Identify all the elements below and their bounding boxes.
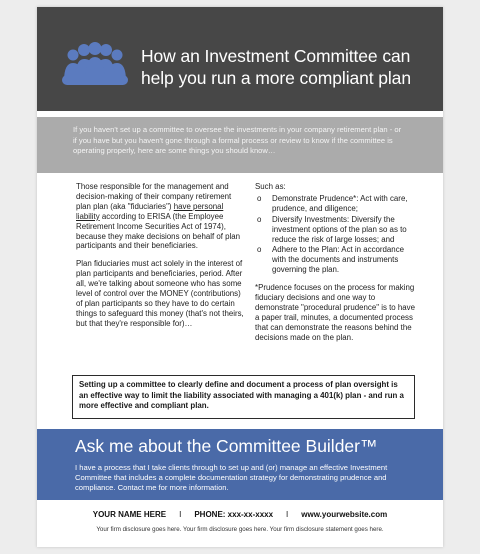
ask-title: Ask me about the Committee Builder™ [75, 436, 378, 456]
separator: I [179, 510, 182, 519]
phone-number: PHONE: xxx-xx-xxxx [194, 510, 274, 519]
flyer-page [37, 7, 443, 547]
contact-line [37, 510, 443, 519]
website-link[interactable]: www.yourwebsite.com [301, 510, 388, 519]
separator: I [286, 510, 289, 519]
such-as-lead: Such as: [255, 182, 286, 191]
fiduciary-duty-paragraph: Plan fiduciaries must act solely in the interest of plan participants and beneficiaries, period. After all, we're talking about someone who has some level of control over the MONEY (contributions) of plan participants so they have to do certain things to safeguard this money (that's not theirs, but that they're responsible for)… [76, 259, 244, 328]
callout-box: Setting up a committee to clearly define and document a process of plan oversight is an effective way to limit the liability associated with managing a 401(k) plan - and run a more effective and compliant plan. [72, 375, 415, 419]
page-title: How an Investment Committee can help you run a more compliant plan [141, 46, 411, 88]
left-column [76, 182, 246, 337]
advisor-name: YOUR NAME HERE [92, 510, 167, 519]
ask-banner [37, 429, 443, 500]
header-banner [37, 7, 443, 111]
underlined-phrase: have personal liability [76, 201, 224, 221]
list-item: o Demonstrate Prudence*: Act with care, prudence, and diligence; [257, 193, 408, 213]
prudence-note: *Prudence focuses on the process for making fiduciary decisions and one way to demonstrate "procedural prudence" is to have a paper trail, minutes, a documented process that can demonstrate the reasons behind the decisions made on the plan. [255, 283, 416, 342]
list-item: o Diversify Investments: Diversify the investment options of the plan so as to reduce the risk of large losses; and [257, 214, 407, 244]
bullet-circle-icon: o [257, 245, 262, 255]
bullet-circle-icon: o [257, 214, 262, 224]
list-item: o Adhere to the Plan: Act in accordance with the documents and instruments governing the plan. [257, 245, 405, 275]
right-column [255, 182, 420, 351]
bullet-circle-icon: o [257, 193, 262, 203]
ask-body: I have a process that I take clients through to set up and (or) manage an effective Investment Committee that includes a complete documentation strategy for demonstrating prudence and compliance. Contact me for more information. [75, 463, 388, 492]
fiduciary-paragraph: Those responsible for the management and decision-making of their company retirement plan plan (aka "fiduciaries") have personal liability according to ERISA (the Employee Retirement Income Securities Act of 1974), because they make decisions on behalf of plan participants and their beneficiaries. [76, 182, 241, 251]
disclosure-text: Your firm disclosure goes here. Your firm disclosure goes here. Your firm disclosure statement goes here. [96, 526, 384, 533]
duties-list [255, 194, 420, 275]
intro-banner: If you haven't set up a committee to oversee the investments in your company retirement plan - or if you have but you haven't gone through a formal process or review to know if the committee is operating properly, here are some things you should know… [37, 117, 443, 173]
people-group-icon [62, 41, 128, 87]
